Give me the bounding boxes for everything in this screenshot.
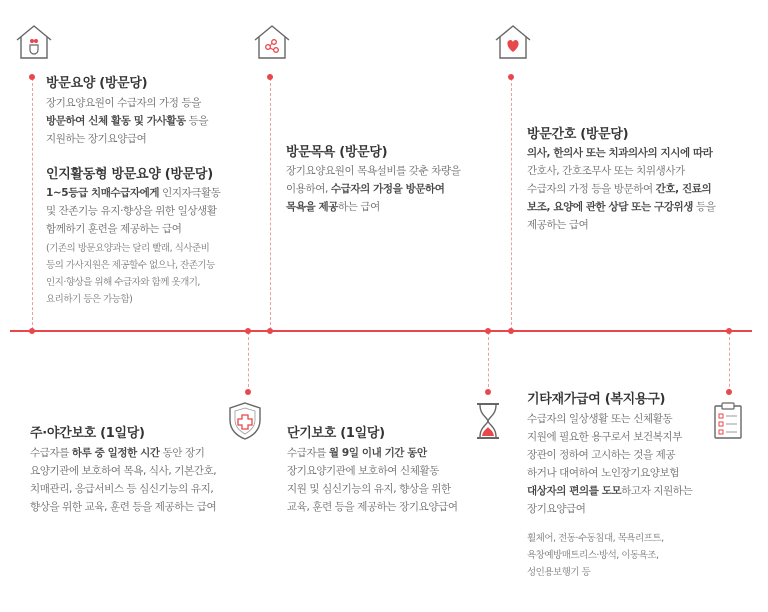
desc-line: 수급자를 월 9일 이내 기간 동안	[287, 447, 427, 459]
connector-line	[270, 78, 271, 330]
timeline-dot	[726, 389, 732, 395]
service-note	[527, 530, 727, 581]
service-description	[286, 162, 498, 216]
service-title: 기타재가급여 (복지용구)	[527, 392, 666, 407]
connector-line	[729, 332, 730, 392]
desc-line: 함께하기 훈련을 제공하는 급여	[46, 223, 182, 235]
service-title: 방문간호 (방문당)	[527, 127, 629, 142]
desc-line: 장기요양요원이 수급자의 가정 등을	[46, 97, 201, 109]
service-description	[46, 184, 261, 238]
timeline-dot	[29, 328, 35, 334]
desc-line: 방문하여 신체 활동 및 가사활동 등을	[46, 115, 209, 127]
desc-line: 1~5등급 치매수급자에게 인지자극활동	[46, 187, 221, 199]
timeline-dot	[508, 328, 514, 334]
desc-line: 수급자를 하루 중 일정한 시간 동안 장기	[30, 447, 205, 459]
timeline-dot	[267, 74, 273, 80]
desc-line: 지원하는 장기요양급여	[46, 133, 147, 145]
desc-line: 향상을 위한 교육, 훈련 등을 제공하는 급여	[30, 501, 217, 513]
timeline-dot	[726, 328, 732, 334]
desc-line: 교육, 훈련 등을 제공하는 장기요양급여	[287, 501, 458, 513]
connector-line	[488, 332, 489, 392]
connector-line	[32, 78, 33, 330]
desc-line: 장기요양급여	[527, 503, 586, 515]
house-plant-icon	[14, 22, 54, 62]
connector-line	[511, 78, 512, 330]
service-title: 단기보호 (1일당)	[287, 426, 385, 441]
shield-cross-icon	[224, 400, 266, 442]
note-line: 휠체어, 전동·수동침대, 목욕리프트,	[527, 533, 664, 544]
desc-line: 지원에 필요한 용구로서 보건복지부	[527, 431, 682, 443]
desc-line: 목욕을 제공하는 급여	[286, 201, 380, 213]
clipboard-checklist-icon	[712, 402, 744, 440]
timeline-dot	[245, 328, 251, 334]
service-title: 방문요양 (방문당)	[46, 76, 148, 91]
timeline-dot	[508, 74, 514, 80]
timeline-dot	[485, 328, 491, 334]
note-line: 욕창예방매트리스·방석, 이동욕조,	[527, 550, 659, 561]
service-description	[287, 444, 502, 516]
desc-line: 요양기관에 보호하여 목욕, 식사, 기본간호,	[30, 465, 217, 477]
desc-line: 지원 및 심신기능의 유지, 향상을 위한	[287, 483, 451, 495]
desc-line: 간호사, 간호조무사 또는 치위생사가	[527, 165, 685, 177]
connector-line	[248, 332, 249, 392]
desc-line: 의사, 한의사 또는 치과의사의 지시에 따라	[527, 147, 713, 159]
desc-line: 및 잔존기능 유지·향상을 위한 일상생활	[46, 205, 217, 217]
desc-line: 치매관리, 응급서비스 등 심신기능의 유지,	[30, 483, 214, 495]
desc-line: 제공하는 급여	[527, 219, 589, 231]
timeline-dot	[245, 389, 251, 395]
desc-line: 하거나 대여하여 노인장기요양보험	[527, 467, 680, 479]
desc-line: 수급자의 일상생활 또는 신체활동	[527, 413, 673, 425]
service-description	[527, 144, 752, 234]
desc-line: 이용하여, 수급자의 가정을 방문하여	[286, 183, 445, 195]
note-line: 요리하기 등은 가능함)	[46, 294, 133, 305]
service-description	[30, 444, 255, 516]
desc-line: 장기요양기관에 보호하여 신체활동	[287, 465, 440, 477]
service-title: 방문목욕 (방문당)	[286, 145, 388, 160]
desc-line: 대상자의 편의를 도모하고자 지원하는	[527, 485, 693, 497]
hourglass-icon	[472, 402, 504, 440]
house-heart-icon	[493, 22, 533, 62]
service-description	[46, 94, 256, 148]
service-note	[46, 240, 261, 308]
note-line: (기존의 방문요양과는 달리 빨래, 식사준비	[46, 243, 210, 254]
house-molecule-icon	[252, 22, 292, 62]
note-line: 등의 가사지원은 제공할수 없으나, 잔존기능	[46, 260, 215, 271]
timeline-axis	[10, 330, 752, 332]
service-title: 주·야간보호 (1일당)	[30, 426, 145, 441]
timeline-dot	[29, 74, 35, 80]
service-title: 인지활동형 방문요양 (방문당)	[46, 167, 213, 182]
note-line: 성인용보행기 등	[527, 567, 591, 578]
service-description	[527, 410, 712, 518]
note-line: 인지·향상을 위해 수급자와 함께 옷개기,	[46, 277, 200, 288]
timeline-dot	[485, 389, 491, 395]
desc-line: 장기요양요원이 목욕설비를 갖춘 차량을	[286, 165, 461, 177]
desc-line: 장관이 정하여 고시하는 것을 제공	[527, 449, 676, 461]
timeline-dot	[267, 328, 273, 334]
desc-line: 수급자의 가정 등을 방문하여 간호, 진료의	[527, 183, 712, 195]
desc-line: 보조, 요양에 관한 상담 또는 구강위생 등을	[527, 201, 716, 213]
